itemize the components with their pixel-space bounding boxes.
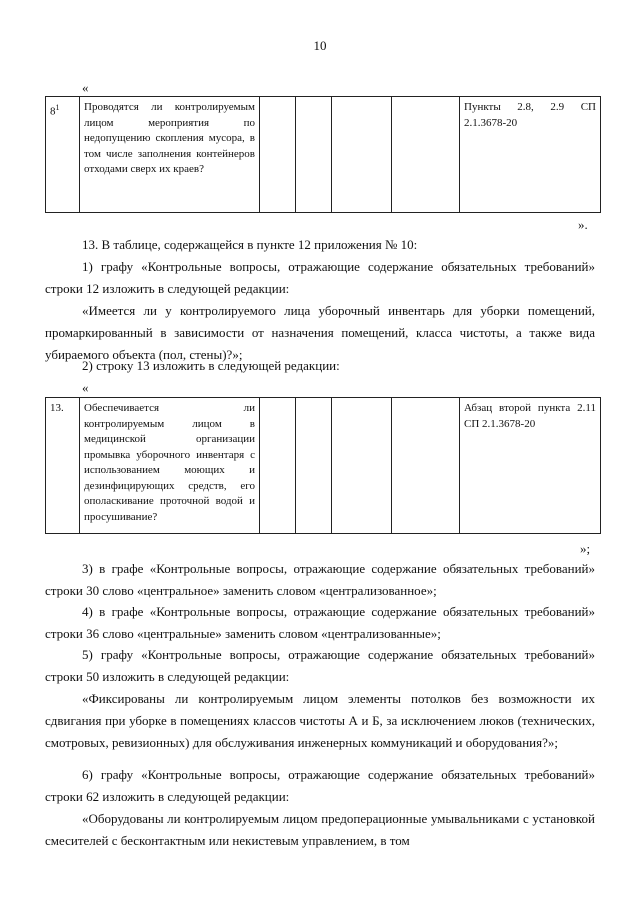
paragraph-5: 5) графу «Контрольные вопросы, отражающие содержание обязательных требований» строки 50 изложить в следующей редакции: bbox=[45, 647, 595, 684]
row-number-cell bbox=[46, 97, 80, 213]
empty-cell bbox=[392, 398, 460, 534]
quote-close-1: ». bbox=[578, 217, 588, 232]
empty-cell bbox=[392, 97, 460, 213]
paragraph-3: 3) в графе «Контрольные вопросы, отражающие содержание обязательных требований» строки 30 слово «центральное» заменить словом «централизованное»; bbox=[45, 561, 595, 598]
question-cell: Обеспечивается ли контролируемым лицом в медицинской организации промывка уборочного инвентаря с использованием моющих и дезинфицирующих средств, его ополаскивание проточной водой и просушивание? bbox=[80, 398, 260, 534]
empty-cell bbox=[296, 398, 332, 534]
quote-close-2: »; bbox=[580, 541, 591, 556]
table-row-13 bbox=[45, 397, 601, 534]
reference-cell: Пункты 2.8, 2.9 СП 2.1.3678-20 bbox=[460, 97, 601, 213]
paragraph-4: 4) в графе «Контрольные вопросы, отражающие содержание обязательных требований» строки 36 слово «центральные» заменить словом «централизованные»; bbox=[45, 604, 595, 641]
table-row bbox=[46, 97, 601, 213]
row-number-cell: 13. bbox=[46, 398, 80, 534]
paragraph-6: 6) графу «Контрольные вопросы, отражающие содержание обязательных требований» строки 62 изложить в следующей редакции: bbox=[45, 767, 595, 804]
empty-cell bbox=[332, 97, 392, 213]
row-number: 8 bbox=[50, 105, 56, 118]
paragraph-quote-row-50: «Фиксированы ли контролируемым лицом элементы потолков без возможности их сдвигания при уборке в помещениях классов чистоты А и Б, за исключением люков (технических, смотровых, ревизионных) для обслуживания инженерных коммуникаций и оборудования?»; bbox=[45, 691, 595, 750]
paragraph-quote-row-12: «Имеется ли у контролируемого лица уборочный инвентарь для уборки помещений, промаркированный в зависимости от назначения помещений, класса чистоты, а также вида убираемого объекта (пол, стены)?»; bbox=[45, 303, 595, 362]
page-number: 10 bbox=[313, 38, 327, 53]
table-row-8-1 bbox=[45, 96, 601, 213]
empty-cell bbox=[296, 97, 332, 213]
row-number-superscript: 1 bbox=[55, 103, 60, 112]
empty-cell bbox=[332, 398, 392, 534]
paragraph-1: 1) графу «Контрольные вопросы, отражающие содержание обязательных требований» строки 12 изложить в следующей редакции: bbox=[45, 259, 595, 296]
table-row bbox=[46, 398, 601, 534]
empty-cell bbox=[260, 97, 296, 213]
reference-cell: Абзац второй пункта 2.11 СП 2.1.3678-20 bbox=[460, 398, 601, 534]
paragraph-quote-row-62: «Оборудованы ли контролируемым лицом предоперационные умывальниками с установкой смесителей с бесконтактным или некистевым управлением, в том bbox=[45, 811, 595, 848]
paragraph-13: 13. В таблице, содержащейся в пункте 12 приложения № 10: bbox=[82, 237, 418, 252]
quote-open-1: « bbox=[82, 80, 89, 95]
paragraph-2: 2) строку 13 изложить в следующей редакции: bbox=[82, 358, 340, 373]
question-cell: Проводятся ли контролируемым лицом мероприятия по недопущению скопления мусора, в том числе заполнения контейнеров отходами сверх их краев? bbox=[80, 97, 260, 213]
quote-open-2: « bbox=[82, 380, 89, 395]
empty-cell bbox=[260, 398, 296, 534]
